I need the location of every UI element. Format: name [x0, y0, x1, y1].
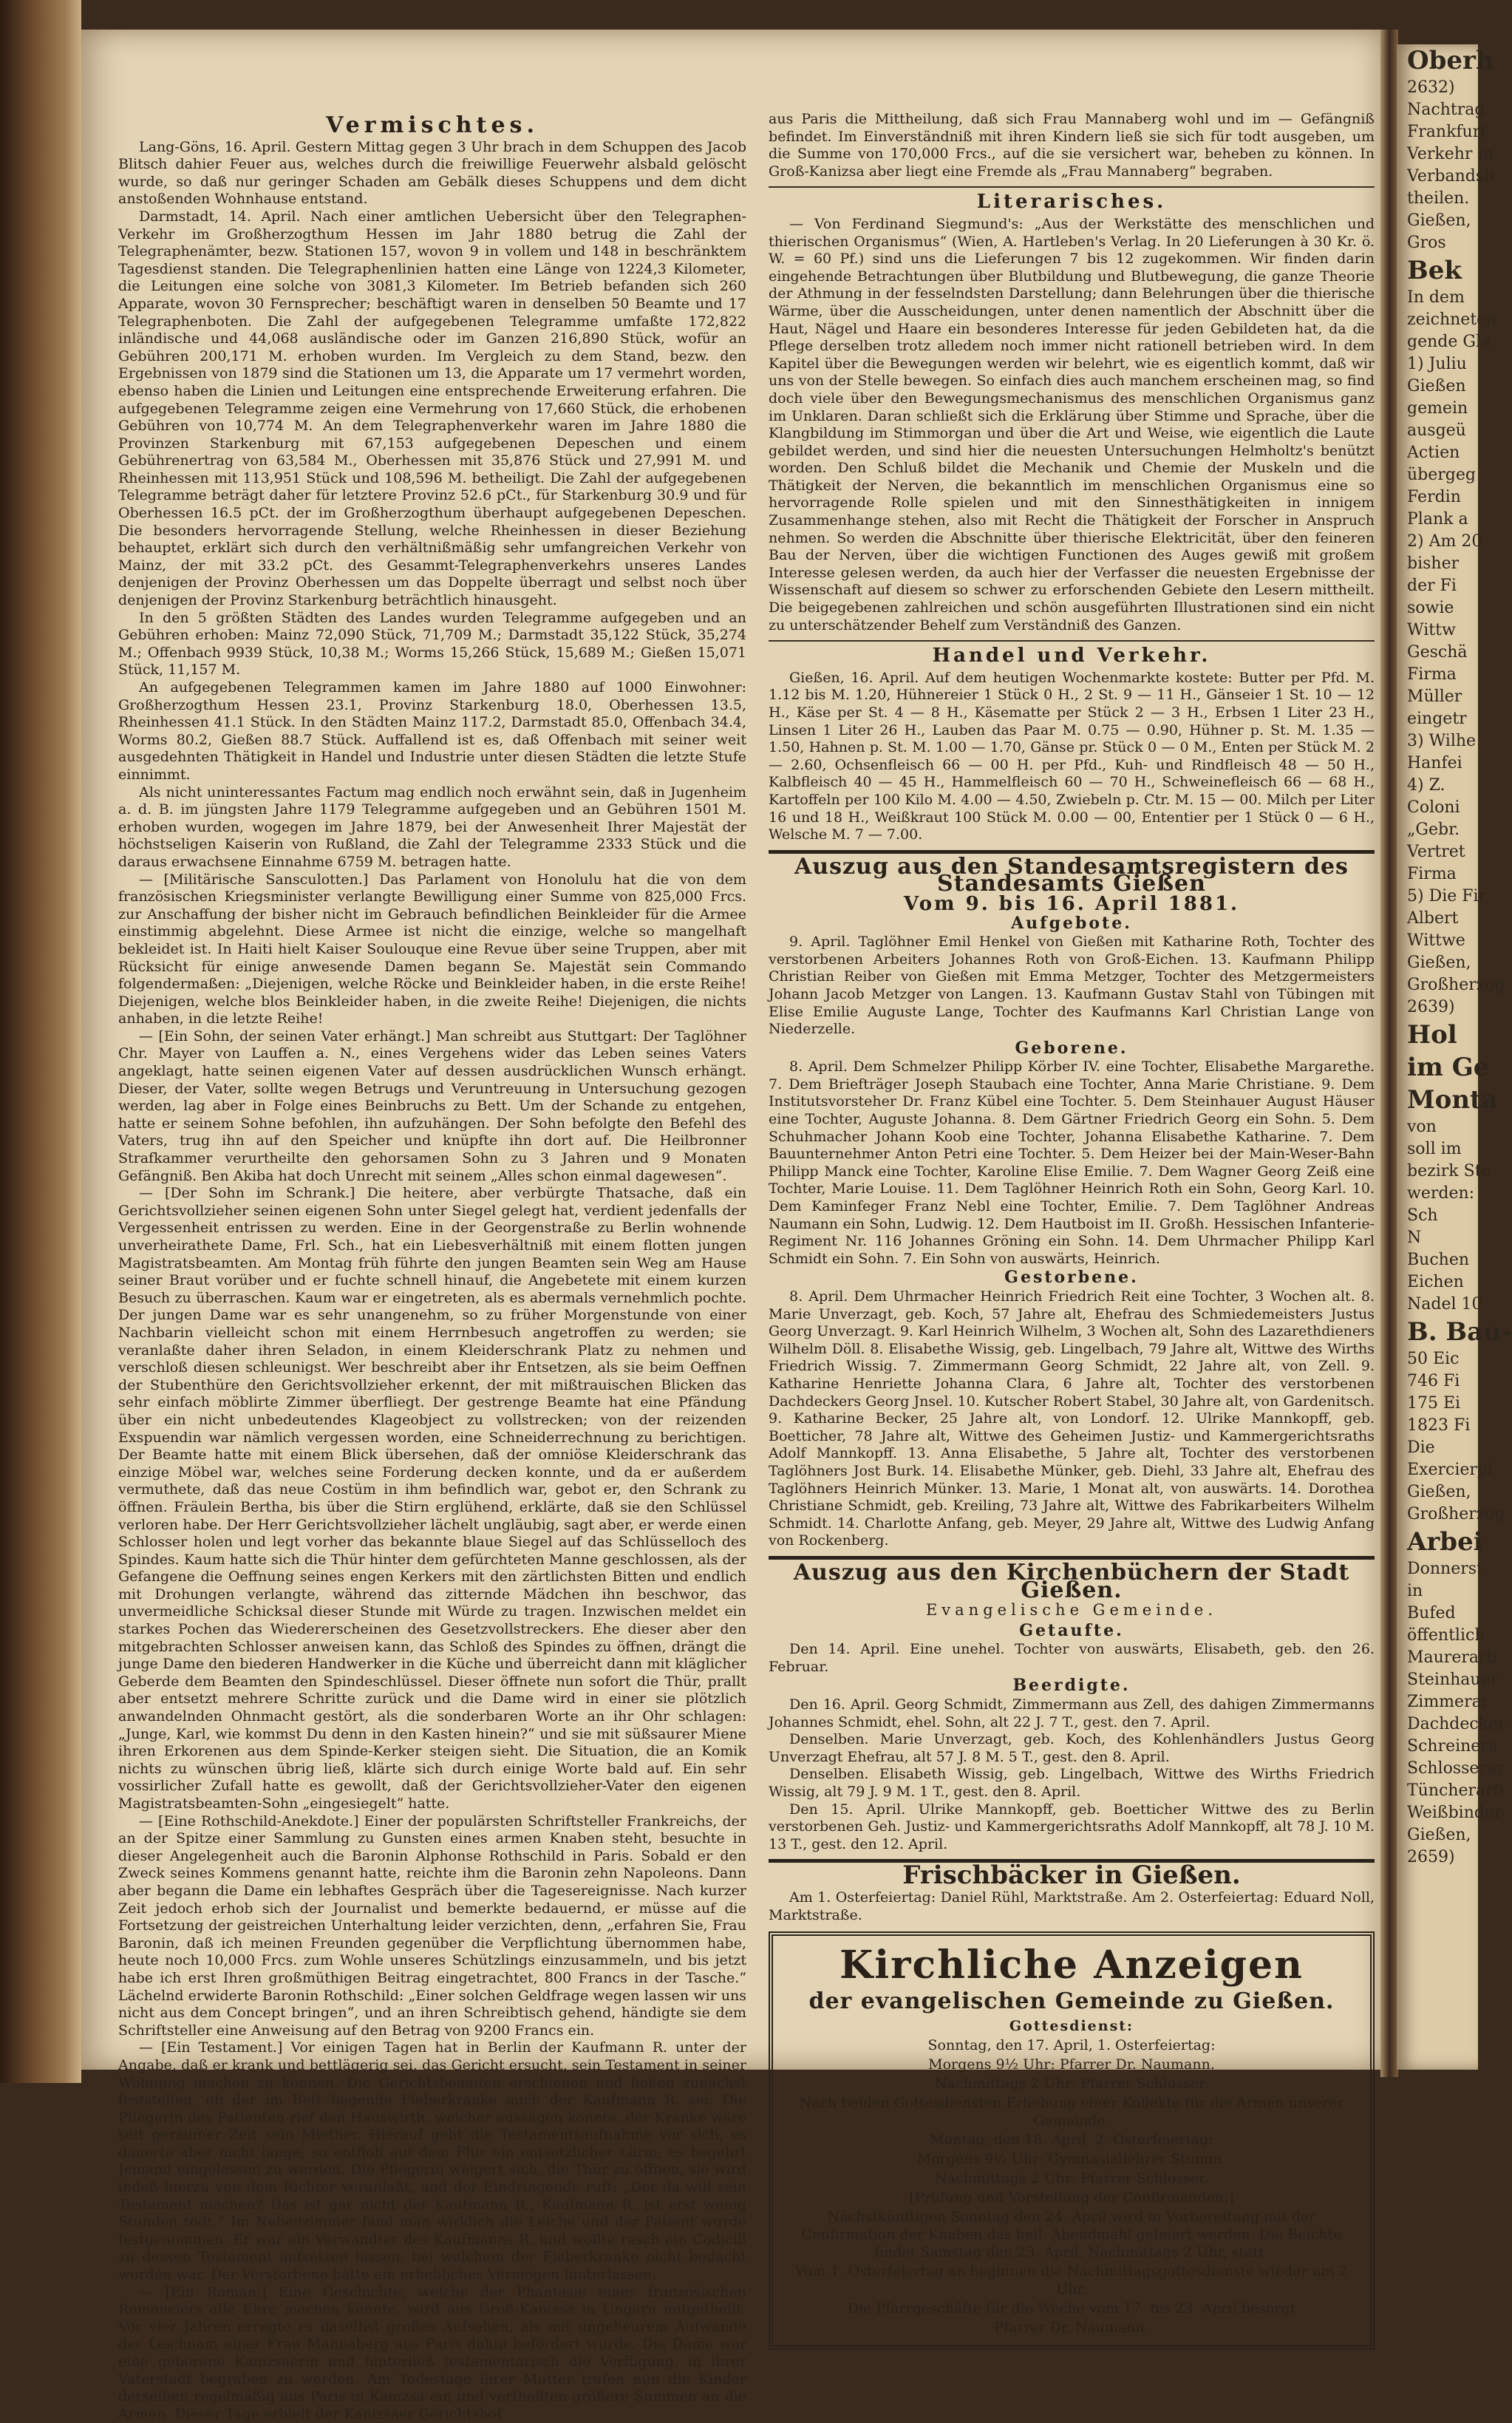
right-page-fragment: Gießen, — [1407, 1826, 1471, 1844]
right-page-fragment: 1823 Fi — [1407, 1416, 1471, 1435]
right-page-fragment: zeichneten — [1407, 310, 1497, 329]
handel-text: Gießen, 16. April. Auf dem heutigen Wochenmarkte kostete: Butter per Pfd. M. 1.12 bis M. 1.20, Hühnereier 1 Stück 0 H., 2 St. 9 — 11 H., Gänseier 1 St. 10 — 12 H., Käse per St. 4 — 8 H., Käsematte per Stück 2 — 3 H., Erbsen 1 Liter 23 H., Linsen 1 Liter 26 H., Lauben das Paar M. 0.75 — 0.90, Hühner p. St. M. 1.35 — 1.50, Hahnen p. St. M. 1.00 — 1.70, Gänse pr. Stück 0 — 0 M., Enten per Stück M. 2 — 2.60, Ochsenfleisch 66 — 00 H. per Pfd., Kuh- und Rindfleisch 48 — 50 H., Kalbfleisch 40 — 45 H., Hammelfleisch 60 — 70 H., Schweinefleisch 66 — 68 H., Kartoffeln per 100 Kilo M. 4.00 — 4.50, Zwiebeln p. Ctr. M. 15 — 00. Milch per Liter 16 und 18 H., Weißkraut 100 Stück M. 0.00 — 00, Ententier per 1 Stück 0 — 6 H., Welsche M. 7 — 7.00. — [769, 669, 1375, 843]
right-page-fragment: Gros — [1407, 234, 1446, 252]
article-paragraph: — [Ein Roman.] Eine Geschichte, welche der Phantasie eines französischen Romanciers alle Ehre machen könnte, wird aus Groß-Kanizsa in Ungarn mitgetheilt. Vor vier Jahren erregte es daselbst großes Aufsehen, als mit ungeheurem Aufwande der Leichnam einer Frau Mannaberg aus Paris dahin befördert wurde. Die Dame war eine geborene Kanizsaerin und hinterließ testamentarisch die Verfügung, in ihrer Vaterstadt begraben zu werden. Am Todestage ihrer Mutter trafen nun die Kinder derselben regelmäßig aus Paris in Kanizsa ein und vertheilten größere Summen an die Armen. Dieser Tage erhielt der Kanizsaer Gerichtshof — [118, 2283, 746, 2422]
standesamt-date: Vom 9. bis 16. April 1881. — [903, 892, 1240, 915]
geborene-text: 8. April. Dem Schmelzer Philipp Körber IV. eine Tochter, Elisabethe Margarethe. 7. Dem Briefträger Joseph Staubach eine Tochter, Anna Marie Christiane. 9. Dem Institutsvorsteher Dr. Franz Kübel eine Tochter. 5. Dem Steinhauer August Häuser eine Tochter, Auguste Johanna. 8. Dem Gärtner Friedrich Georg ein Sohn. 5. Dem Schuhmacher Johann Koob eine Tochter, Johanna Elisabethe Katharine. 7. Dem Bauunternehmer Anton Petri eine Tochter. 5. Dem Heizer bei der Main-Weser-Bahn Philipp Manck eine Tochter, Karoline Elise Emilie. 7. Dem Wagner Georg Zeiß eine Tochter, Marie Louise. 11. Dem Taglöhner Heinrich Roth ein Sohn, Georg Karl. 10. Dem Kaminfeger Franz Nebl eine Tochter, Emilie. 7. Dem Taglöhner Andreas Naumann ein Sohn, Ludwig. 12. Dem Hautboist im II. Großh. Hessischen Infanterie-Regiment Nr. 116 Johannes Gröning ein Sohn. 14. Dem Uhrmacher Philipp Karl Schmidt ein Sohn. 7. Ein Sohn von auswärts, Heinrich. — [769, 1058, 1375, 1267]
right-page-fragment: Großherzog — [1407, 1505, 1505, 1523]
right-page-fragment: Albert — [1407, 909, 1459, 928]
right-page-fragment: theilen. — [1407, 189, 1470, 208]
gottesdienst-line: Morgens 9½ Uhr: Pfarrer Dr. Naumann. — [928, 2056, 1215, 2073]
right-page-fragment: 1) Juliu — [1407, 355, 1467, 373]
right-page-fragment: Gießen, — [1407, 211, 1471, 230]
divider — [769, 640, 1375, 642]
gottesdienst-line: Montag, den 18. April, 2. Osterfeiertag: — [930, 2132, 1213, 2149]
right-page-fragment: Sch — [1407, 1206, 1438, 1225]
right-page-fragment: N — [1407, 1229, 1422, 1247]
kirchliche-anzeigen-subtitle: der evangelischen Gemeinde zu Gießen. — [808, 1988, 1335, 2015]
gottesdienst-line: Sonntag, den 17. April, 1. Osterfeiertag: — [927, 2037, 1216, 2054]
gestorbene-title: Gestorbene. — [1004, 1268, 1139, 1288]
vermischtes-title: Vermischtes. — [326, 112, 539, 138]
getaufte-text: Den 14. April. Eine unehel. Tochter von auswärts, Elisabeth, geb. den 26. Februar. — [769, 1641, 1375, 1675]
right-page-fragment: 5) Die Fir — [1407, 887, 1487, 905]
article-paragraph: An aufgegebenen Telegrammen kamen im Jahre 1880 auf 1000 Einwohner: Großherzogthum Hessen 23.1, Provinz Starkenburg 18.0, Oberhessen 13.5, Rheinhessen 41.1 Stück. In den Städten Mainz 117.2, Darmstadt 85.0, Offenbach 34.4, Worms 80.2, Gießen 88.7 Stück. Auffallend ist es, daß Offenbach mit seiner weit ausgedehnten Thätigkeit in Handel und Industrie unter diesen Städten die letzte Stufe einnimmt. — [118, 679, 746, 783]
article-paragraph: In den 5 größten Städten des Landes wurden Telegramme aufgegeben und an Gebühren erhoben: Mainz 72,090 Stück, 71,709 M.; Darmstadt 35,122 Stück, 35,274 M.; Offenbach 9939 Stück, 10,38 M.; Worms 15,266 Stück, 15,689 M.; Gießen 15,071 Stück, 11,157 M. — [118, 609, 746, 679]
book-gutter — [1380, 30, 1398, 2077]
right-page-fragment: Großherzog — [1407, 976, 1505, 994]
right-page-fragment: 3) Wilhe — [1407, 732, 1477, 750]
gestorbene-text: 8. April. Dem Uhrmacher Heinrich Friedrich Reit eine Tochter, 3 Wochen alt. 8. Marie Unverzagt, geb. Koch, 57 Jahre alt, Ehefrau des Schmiedemeisters Justus Georg Unverzagt. 9. Karl Heinrich Wilhelm, 3 Wochen alt, Sohn des Lazarethdieners Wilhelm Döll. 8. Elisabethe Wissig, geb. Lingelbach, 79 Jahre alt, Wittwe des Wirths Friedrich Wissig. 7. Zimmermann Georg Schmidt, 22 Jahre alt, von Zell. 9. Katharine Henriette Johanna Clara, 6 Jahre alt, Tochter des verstorbenen Dachdeckers Georg Jnsel. 10. Kutscher Robert Stabel, 30 Jahre alt, von Gardenitsch. 9. Katharine Becker, 25 Jahre alt, von Londorf. 12. Ulrike Mannkopff, geb. Boetticher, 78 Jahre alt, Wittwe des Geheimen Justiz- und Kammergerichtsraths Adolf Mannkopff. 13. Anna Elisabethe, 5 Jahre alt, Tochter des verstorbenen Taglöhners Jost Burk. 14. Elisabethe Münker, geb. Diehl, 33 Jahre alt, Ehefrau des Taglöhners Heinrich Münker. 13. Marie, 1 Monat alt, von auswärts. 14. Dorothea Christiane Schmidt, geb. Kreiling, 73 Jahre alt, Wittwe des Fabrikarbeiters Wilhelm Schmidt. 14. Charlotte Anfang, geb. Meyer, 29 Jahre alt, Wittwe des Ludwig Anfang von Rockenberg. — [769, 1288, 1375, 1549]
right-page-fragment: bezirk Sto — [1407, 1162, 1491, 1180]
right-page-fragment: Wittw — [1407, 621, 1456, 639]
gottesdienst-line: Die Pfarrgeschäfte für die Woche vom 17. bis 23. April besorgt — [847, 2300, 1296, 2317]
right-page-fragment: Coloni — [1407, 798, 1460, 817]
geborene-title: Geborene. — [1015, 1038, 1128, 1058]
right-page-fragment: von — [1407, 1118, 1437, 1136]
right-page-fragment: Verkehr in — [1407, 145, 1494, 163]
roman-continuation: aus Paris die Mittheilung, daß sich Frau Mannaberg wohl und im — Gefängniß befindet. Im Einverständniß mit ihren Kindern ließ sie sich für todt ausgeben, um die Summe von 170,000 Frcs., auf die sie versichert war, beheben zu können. In Groß-Kanizsa aber liegt eine Fremde als „Frau Mannaberg“ begraben. — [769, 111, 1375, 180]
right-page-fragment: 4) Z. — [1407, 776, 1445, 795]
right-page-fragment: 175 Ei — [1407, 1394, 1461, 1413]
right-page-fragment: Gießen — [1407, 377, 1466, 395]
book-spine-edge — [0, 0, 81, 2083]
right-page-fragment: Müller — [1407, 687, 1462, 706]
right-page-fragment: eingetr — [1407, 710, 1467, 728]
right-page-fragment: Firma — [1407, 665, 1457, 684]
right-page-fragment: Actien — [1407, 444, 1460, 462]
handel-title: Handel und Verkehr. — [932, 645, 1211, 667]
right-page-fragment: Schlosserar — [1407, 1759, 1505, 1778]
right-page-fragment: Weißbinder — [1407, 1804, 1502, 1822]
right-page-fragment: 2) Am 20 — [1407, 532, 1482, 551]
right-page-fragment: Steinhauer — [1407, 1671, 1499, 1689]
right-page-fragment: Firma — [1407, 865, 1457, 883]
article-paragraph: Als nicht uninteressantes Factum mag endlich noch erwähnt sein, daß in Jugenheim a. d. B. im jüngsten Jahre 1179 Telegramme aufgegeben und an Gebühren 1501 M. erhoben wurden, wogegen im Jahre 1879, bei der Anwesenheit Ihrer Majestät der höchstseligen Kaiserin von Rußland, die Zahl der Telegramme 2333 Stück und die daraus erwachsene Einnahme 6759 M. betragen hatte. — [118, 784, 746, 870]
article-paragraph: — [Eine Rothschild-Anekdote.] Einer der populärsten Schriftsteller Frankreichs, der an der Spitze einer Sammlung zu Gunsten eines armen Knaben steht, besuchte in dieser Angelegenheit auch die Baronin Alphonse Rothschild in Paris. Sobald er den Zweck seines Kommens genannt hatte, reichte ihm die Baronin zehn Napoleons. Dann aber begann die Dame ein lebhaftes Gespräch über die Tagesereignisse. Nach kurzer Zeit jedoch erhob sich der Journalist und bemerkte bedauernd, er müsse auf die Fortsetzung der geistreichen Unterhaltung leider verzichten, denn, „erfahren Sie, Frau Baronin, daß ich meinen Freunden gegenüber die Verpflichtung übernommen habe, heute noch 10,000 Frcs. zum Wohle unseres Schützlings einzusammeln, und bis jetzt habe ich erst Ihren großmüthigen Beitrag eingetrachtet, 800 Francs in der Tasche.“ Lächelnd erwiderte Baronin Rothschild: „Einer solchen Geldfrage wegen lassen wir uns nicht aus dem Concept bringen“, und an ihren Schreibtisch gehend, händigte sie dem Schriftsteller eine Anweisung auf den Betrag von 9200 Francs ein. — [118, 1812, 746, 2039]
right-page-fragments — [1397, 44, 1512, 2070]
right-page-fragment: Maurerarb — [1407, 1648, 1497, 1667]
right-page-fragment: Vertret — [1407, 843, 1465, 861]
right-page-fragment: Verbandsb — [1407, 167, 1495, 186]
getaufte-title: Getaufte. — [1019, 1620, 1124, 1640]
article-paragraph: Darmstadt, 14. April. Nach einer amtlichen Uebersicht über den Telegraphen-Verkehr im Großherzogthum Hessen im Jahr 1880 betrug die Zahl der Telegraphenämter, bezw. Stationen 157, wovon 9 in vollem und 148 in beschränktem Tagesdienst standen. Die Telegraphenlinien hatten eine Länge von 1224,3 Kilometer, die Leitungen eine solche von 3081,3 Kilometer. Im Betrieb befanden sich 260 Apparate, wovon 30 Fernsprecher; beschäftigt waren in denselben 50 Beamte und 17 Telegraphenboten. Die Zahl der aufgegebenen Telegramme umfaßte 172,822 inländische und 44,068 ausländische oder im Ganzen 216,890 Stück, wofür an Gebühren 200,171 M. erhoben wurden. Im Vergleich zu dem Stand, bezw. den Ergebnissen von 1879 sind die Stationen um 13, die Apparate um 17 vermehrt worden, ebenso haben die Linien und Leitungen eine entsprechende Erweiterung erfahren. Die aufgegebenen Telegramme zeigen eine Vermehrung von 17,660 Stück, die erhobenen Gebühren von 10,774 M. An dem Telegraphenverkehr waren im Jahre 1880 die Provinzen Starkenburg mit 67,153 aufgegebenen Depeschen und einem Gebührenertrag von 63,584 M., Oberhessen mit 35,876 Stück und 27,991 M. und Rheinhessen mit 113,951 Stück und 108,596 M. betheiligt. Die Zahl der aufgegebenen Telegramme beträgt daher für letztere Provinz 52.6 pCt., für Starkenburg 30.9 und für Oberhessen 16.5 pCt. der im Großherzogthum überhaupt aufgegebenen Depeschen. Die besonders hervorragende Stellung, welche Rheinhessen in dieser Beziehung behauptet, erklärt sich durch den verhältnißmäßig sehr umfangreichen Verkehr von Mainz, der mit 33.2 pCt. des Gesammt-Telegraphenverkehrs unseres Landes denjenigen der Provinz Oberhessen um das Doppelte überragt und selbst noch über denjenigen der Provinz Starkenburg beträchtlich hinausgeht. — [118, 208, 746, 609]
right-page-fragment: Schreinera — [1407, 1737, 1498, 1756]
aufgebote-title: Aufgebote. — [1011, 913, 1132, 933]
beerdigte-title: Beerdigte. — [1012, 1676, 1131, 1696]
standesamt-title: Auszug aus den Standesamtsregistern des Standesamts Gießen — [794, 853, 1349, 897]
right-page-fragment: Oberh — [1407, 46, 1494, 75]
article-paragraph: — [Der Sohn im Schrank.] Die heitere, aber verbürgte Thatsache, daß ein Gerichtsvollzieher seinen eigenen Sohn unter Siegel gelegt hat, verdient jedenfalls der Vergessenheit entrissen zu werden. Eine in der Georgenstraße zu Berlin wohnende unverheirathete Dame, Frl. Sch., hat ein Liebesverhältniß mit einem flotten jungen Magistratsbeamten. Am Montag früh führte den jungen Beamten sein Weg am Hause seiner Braut vorüber und er fuchte schnell hinauf, die Angebetete mit einem kurzen Besuch zu überraschen. Kaum war er eingetreten, als es abermals vernehmlich pochte. Der jungen Dame war es sehr unangenehm, so zu früher Morgenstunde von einer Nachbarin vielleicht schon mit einem Herrnbesuch angetroffen zu werden; sie veranlaßte daher ihren Seladon, in einem Kleiderschrank Platz zu nehmen und verschloß diesen schleunigst. Wer beschreibt aber ihr Entsetzen, als sie beim Oeffnen der Stubenthüre den Gerichtsvollzieher erkennt, der mit mißtrauischen Blicken das sehr einfach möblirte Zimmer überfliegt. Der gestrenge Beamte hat eine Pfändung über ein nicht unbedeutendes Klageobject zu vollstrecken; von der reizenden Exspuendin war nämlich vergessen worden, eine Schneiderrechnung zu berichtigen. Der Beamte hatte mit einem Blick übersehen, daß der omniöse Kleiderschrank das einzige Möbel war, welches seine Forderung decken konnte, und da er außerdem vermuthete, daß das neue Costüm in ihm befindlich war, gebot er, den Schrank zu öffnen. Fräulein Bertha, bis über die Stirn erglühend, erklärte, daß sie den Schlüssel verloren habe. Der Herr Gerichtsvollzieher lächelt ungläubig, sagt aber, er werde einen Schlosser holen und legt vorher das bekannte blaue Siegel auf das Schlüsselloch des Spindes. Kaum hatte sich die Thür hinter dem gefürchteten Manne geschlossen, als der Gefangene die Oeffnung seines engen Kerkers mit den zärtlichsten Bitten und endlich mit Drohungen verlangte, während das zitternde Mädchen ihn beschwor, das unvermeidliche Schicksal dieser Stunde mit Würde zu tragen. Inzwischen meldet ein starkes Pochen das Wiedererscheinen des Gesetzvollstreckers. Ehe dieser aber den mitgebrachten Schlosser anweisen kann, das Schloß des Spindes zu öffnen, drängt die junge Dame den biederen Handwerker in die Küche und überreicht dann mit kläglicher Geberde dem Beamten den Spindeschlüssel. Dieser öffnete nun sofort die Thür, prallt aber entsetzt mehrere Schritte zurück und die Dame wird in einer sie plötzlich anwandelnden Ohnmacht gestört, als die sonderbaren Worte an ihr Ohr schlagen: „Junge, Karl, wie kommst Du denn in den Kasten hinein?“ und sie mit süßsaurer Miene ihren Erkorenen aus dem Spinde-Kerker steigen sieht. Die Situation, die an Komik nichts zu wünschen übrig ließ, klärte sich durch einige Worte bald auf. Ein sehr vossirlicher Zufall hatte es gewollt, daß der Gerichtsvollzieher-Vater den eigenen Magistratsbeamten-Sohn „eingesiegelt“ hatte. — [118, 1185, 746, 1812]
right-page-fragment: sowie — [1407, 599, 1454, 617]
right-page-fragment: Ferdin — [1407, 488, 1461, 506]
right-page-fragment: Tüncherarb — [1407, 1781, 1504, 1800]
right-page-fragment: Monta — [1407, 1085, 1498, 1115]
right-page-fragment: übergeg — [1407, 466, 1476, 484]
right-page-fragment: Eichen — [1407, 1273, 1464, 1291]
right-page-fragment: Zimmerar — [1407, 1693, 1490, 1711]
right-page-fragment: in — [1407, 1582, 1423, 1600]
right-page-fragment: Bek — [1407, 256, 1462, 285]
divider — [769, 850, 1375, 854]
right-page-fragment: Buchen — [1407, 1251, 1470, 1269]
literarisches-text: — Von Ferdinand Siegmund's: „Aus der Werkstätte des menschlichen und thierischen Organismus“ (Wien, A. Hartleben's Verlag. In 20 Lieferungen à 30 Kr. ö. W. = 60 Pf.) sind uns die Lieferungen 7 bis 12 zugekommen. Wir finden darin eingehende Betrachtungen über Blutbildung und Blutbewegung, die ganze Theorie der Athmung in der fesselndsten Darstellung; dann Belehrungen über die thierische Wärme, über die Ausscheidungen, unter denen namentlich der Abschnitt über die Haut, Nägel und Haare ein besonderes Interesse für jeden Gebildeten hat, da die Pflege derselben trotz alledem noch immer nicht rationell betrieben wird. In dem Kapitel über die Bewegungen werden wir belehrt, wie es eigentlich kommt, daß wir uns von der Stelle bewegen. So einfach dies auch manchem erscheinen mag, so find doch viele über den Bewegungsmechanismus des menschlichen Organismus ganz im Unklaren. Daran schließt sich die Erklärung über Stimme und Sprache, über die Klangbildung im Stimmorgan und über die Art und Weise, wie eigentlich die Laute gebildet werden, und sind hier die neuesten Untersuchungen Helmholtz's benützt worden. Den Schluß bildet die Mechanik und Chemie der Muskeln und die Thätigkeit der Nerven, die bekanntlich im menschlichen Organismus eine so hervorragende Rolle spielen und mit den Sinnesthätigkeiten in innigem Zusammenhange stehen, also mit Recht die Thätigkeit der Forscher in Anspruch nehmen. So werden die Abschnitte über thierische Elektricität, über den feineren Bau der Nerven, über die wichtigen Functionen des Auges gewiß mit großem Interesse gelesen werden, da auch hier der Verfasser die neuesten Ergebnisse der Wissenschaft auf diesem so schwer zu erforschenden Gebiete den Lesern mittheilt. Die beigegebenen zahlreichen und schön ausgeführten Illustrationen sind ein nicht zu unterschätzender Behelf zum Verständniß des Ganzen. — [769, 215, 1375, 633]
right-page-fragment: Nachtrag — [1407, 101, 1485, 119]
frischbaecker-text: Am 1. Osterfeiertag: Daniel Rühl, Marktstraße. Am 2. Osterfeiertag: Eduard Noll, Marktstraße. — [769, 1889, 1375, 1923]
gottesdienst-lines — [785, 2036, 1358, 2337]
gottesdienst-line: Nachmittags 2 Uhr: Pfarrer Schlosser. — [934, 2170, 1209, 2187]
right-page-fragment: Nadel 10 — [1407, 1295, 1482, 1314]
right-page-fragment: „Gebr. — [1407, 820, 1460, 839]
gottesdienst-line: Nächstkünftigen Sonntag den 24. April wird in Vorbereitung mit der Confirmation der Knaben das heil. Abendmahl gefeiert werden. Die Beichte findet Samstag den 23. April, Nachmittags 2 Uhr, statt. — [801, 2209, 1342, 2261]
right-page-fragment: B. Bau- — [1407, 1317, 1512, 1347]
gottesdienst-line: Morgens 9½ Uhr: Gymnasiallehrer Stumm. — [916, 2151, 1227, 2168]
right-page-fragment: der Fi — [1407, 577, 1457, 595]
right-page-fragment: Frankfurt — [1407, 123, 1488, 141]
article-paragraph: — [Ein Sohn, der seinen Vater erhängt.] Man schreibt aus Stuttgart: Der Taglöhner Chr. Mayer von Lauffen a. N., eines Vergehens wider das Leben seines Vaters angeklagt, hatte seinen eigenen Vater auf dessen ausdrücklichen Wunsch erhängt. Dieser, der Vater, sollte wegen Betrugs und Veruntreuung in Untersuchung gezogen werden, lag aber in Folge eines Beinbruchs zu Bett. Um der Schande zu entgehen, hatte er seinem Sohne befohlen, ihn aufzuhängen. Der Sohn befolgte den Befehl des Vaters, trug ihn auf den Speicher und knüpfte ihn dort auf. Die Heilbronner Strafkammer verurtheilte den gehorsamen Sohn zu 3 Jahren und 9 Monaten Gefängniß. Ben Akiba hat doch Unrecht mit seinem „Alles schon einmal dagewesen“. — [118, 1027, 746, 1184]
literarisches-title: Literarisches. — [976, 191, 1167, 214]
beerdigte-entry: Den 16. April. Georg Schmidt, Zimmermann aus Zell, des dahigen Zimmermanns Johannes Schmidt, ehel. Sohn, alt 22 J. 7 T., gest. den 7. April. — [769, 1696, 1375, 1730]
right-page-fragment: Arbei — [1407, 1527, 1483, 1557]
right-page-fragment: 2632) — [1407, 78, 1455, 97]
right-page-fragment: öffentlich — [1407, 1626, 1485, 1645]
right-column — [769, 111, 1375, 2350]
right-page-fragment: Bufed — [1407, 1604, 1456, 1622]
aufgebote-text: 9. April. Taglöhner Emil Henkel von Gießen mit Katharine Roth, Tochter des verstorbenen Arbeiters Johannes Roth von Groß-Eichen. 13. Kaufmann Philipp Christian Reiber von Gießen mit Emma Metzger, Tochter des Metzgermeisters Johann Jacob Metzger von Langen. 13. Kaufmann Gustav Stahl von Tübingen mit Elise Emilie Auguste Lange, Tochter des Kaufmanns Karl Christian Lange von Niederzelle. — [769, 934, 1375, 1038]
article-paragraph: — [Militärische Sansculotten.] Das Parlament von Honolulu hat die von dem französischen Kriegsminister verlangte Bewilligung einer Summe von 825,000 Frcs. zur Anschaffung der bisher nicht im Gebrauch befindlichen Beinkleider für die Armee einstimmig abgelehnt. Diese Armee ist nicht die einzige, welche so mangelhaft bekleidet ist. In Haiti hielt Kaiser Soulouque eine Revue über seine Truppen, aber mit Rücksicht für einige anwesende Damen begann Se. Majestät sein Commando folgendermaßen: „Diejenigen, welche Röcke und Beinkleider haben, in die erste Reihe! Diejenigen, welche blos Beinkleider haben, in die zweite Reihe! Diejenigen, die nichts anhaben, in die letzte Reihe! — [118, 871, 746, 1027]
right-page-fragment: bisher — [1407, 554, 1460, 573]
right-page-fragment: Dachdecker — [1407, 1715, 1506, 1733]
right-page-fragment: Gießen, — [1407, 1483, 1471, 1501]
right-page-fragment: gemein — [1407, 399, 1468, 418]
article-paragraph: — [Ein Testament.] Vor einigen Tagen hat in Berlin der Kaufmann R. unter der Angabe, daß er krank und bettlägerig sei, das Gericht ersucht, sein Testament in seiner Wohnung machen zu können. Die Gerichtsbeamten erschienen und ließen zunächst feststellen, ob der im Bett liegende Fieberkranke auch der Kaufmann R. sei. Die Pflegerin des Patienten rief den Hauswirth, welcher aussagen konnte, der Kranke wäre seit geraumer Zeit sein Miether. Hierauf geht die Testamentsaufnahme vor sich, es dauerte aber nicht lange, so entfloh auf dem Flur ein entsetzlicher Lärm; es begehrt Jemand eingelassen zu werden. Die Pflegerin weigert sich, die Thür zu öffnen, sie wird indeß hierzu von dem Richter veranlaßt, und der Eindringende ruft: „Der da will sein Testament machen? Das ist gar nicht der Kaufmann R., Kaufmann R. ist erst wenig Stunden todt.“ Im Nebenzimmer fand man wirklich die Leiche und der Patient wurde festgenommen. Er war ein Verwandter des Kaufmanns R. und wollte rasch ein Codicill zu dessen Testament aufsetzen lassen, bei welchem der Fieberkranke nicht bedacht worden war. Der Verstorbene hatte ein erhebliches Vermögen hinterlassen. — [118, 2039, 746, 2283]
gottesdienst-line: Pfarrer Dr. Naumann. — [993, 2320, 1150, 2337]
kirchenbuch-subtitle: Evangelische Gemeinde. — [925, 1601, 1218, 1620]
right-page-fragment: Plank a — [1407, 510, 1468, 529]
article-paragraph: Lang-Göns, 16. April. Gestern Mittag gegen 3 Uhr brach in dem Schuppen des Jacob Blitsch dahier Feuer aus, welches durch die freiwillige Feuerwehr alsbald gelöscht wurde, so daß nur geringer Schaden am Gebälk dieses Schuppens und dem dicht anstoßenden Wohnhause entstand. — [118, 138, 746, 208]
right-page-fragment: Donnerst — [1407, 1560, 1483, 1578]
right-page-fragment: Hanfei — [1407, 754, 1462, 772]
right-page-fragment: 2639) — [1407, 998, 1455, 1016]
gottesdienst-line: Nach beiden Gottesdiensten Erhebung einer Kollekte für die Armen unserer Gemeinde. — [799, 2095, 1344, 2130]
gottesdienst-line: [Prüfung und Vorstellung der Confirmanden.] — [909, 2189, 1234, 2206]
right-page-fragment: Die — [1407, 1438, 1435, 1457]
gottesdienst-line: Nachmittags 2 Uhr: Pfarrer Schlosser. — [934, 2076, 1209, 2093]
right-page-fragment: ausgeü — [1407, 421, 1466, 440]
kirchenbuch-title: Auszug aus den Kirchenbüchern der Stadt Gießen. — [793, 1559, 1350, 1603]
right-page-fragment: 2659) — [1407, 1848, 1455, 1866]
right-page-fragment: Gießen, — [1407, 954, 1471, 972]
gottesdienst-line: Vom 1. Osterfeiertag an beginnen die Nachmittagsgottesdienste wieder um 2 Uhr. — [795, 2263, 1348, 2298]
right-page-fragment: soll im — [1407, 1140, 1462, 1158]
right-page-fragment: 50 Eic — [1407, 1350, 1460, 1368]
right-page-fragment: Hol — [1407, 1020, 1457, 1050]
kirchliche-anzeigen-box — [769, 1931, 1375, 2350]
right-page-fragment: gende Gla — [1407, 333, 1491, 351]
gottesdienst-label: Gottesdienst: — [1009, 2018, 1134, 2035]
right-page-fragment: Exercierpl — [1407, 1461, 1494, 1479]
vermischtes-articles — [118, 139, 746, 2423]
divider — [769, 186, 1375, 188]
beerdigte-entry: Den 15. April. Ulrike Mannkopff, geb. Boetticher Wittwe des zu Berlin verstorbenen Geh. Justiz- und Kammergerichtsraths Adolf Mannkopff, alt 78 J. 10 M. 13 T., gest. den 12. April. — [769, 1801, 1375, 1852]
right-page-fragment: In dem — [1407, 288, 1465, 307]
right-page-fragment: Wittwe — [1407, 931, 1465, 950]
beerdigte-list — [769, 1696, 1375, 1853]
frischbaecker-title: Frischbäcker in Gießen. — [902, 1860, 1241, 1891]
beerdigte-entry: Denselben. Elisabeth Wissig, geb. Lingelbach, Wittwe des Wirths Friedrich Wissig, alt 79 J. 9 M. 1 T., gest. den 8. April. — [769, 1766, 1375, 1801]
right-page-fragment: im Ge — [1407, 1053, 1490, 1082]
left-column — [118, 111, 746, 2423]
kirchliche-anzeigen-title: Kirchliche Anzeigen — [840, 1943, 1304, 1988]
right-page-fragment: werden: — [1407, 1184, 1475, 1203]
beerdigte-entry: Denselben. Marie Unverzagt, geb. Koch, des Kohlenhändlers Justus Georg Unverzagt Ehefrau, alt 57 J. 8 M. 5 T., gest. den 8. April. — [769, 1731, 1375, 1765]
right-page-fragment: 746 Fi — [1407, 1372, 1460, 1390]
right-page-fragment: Geschä — [1407, 643, 1468, 662]
